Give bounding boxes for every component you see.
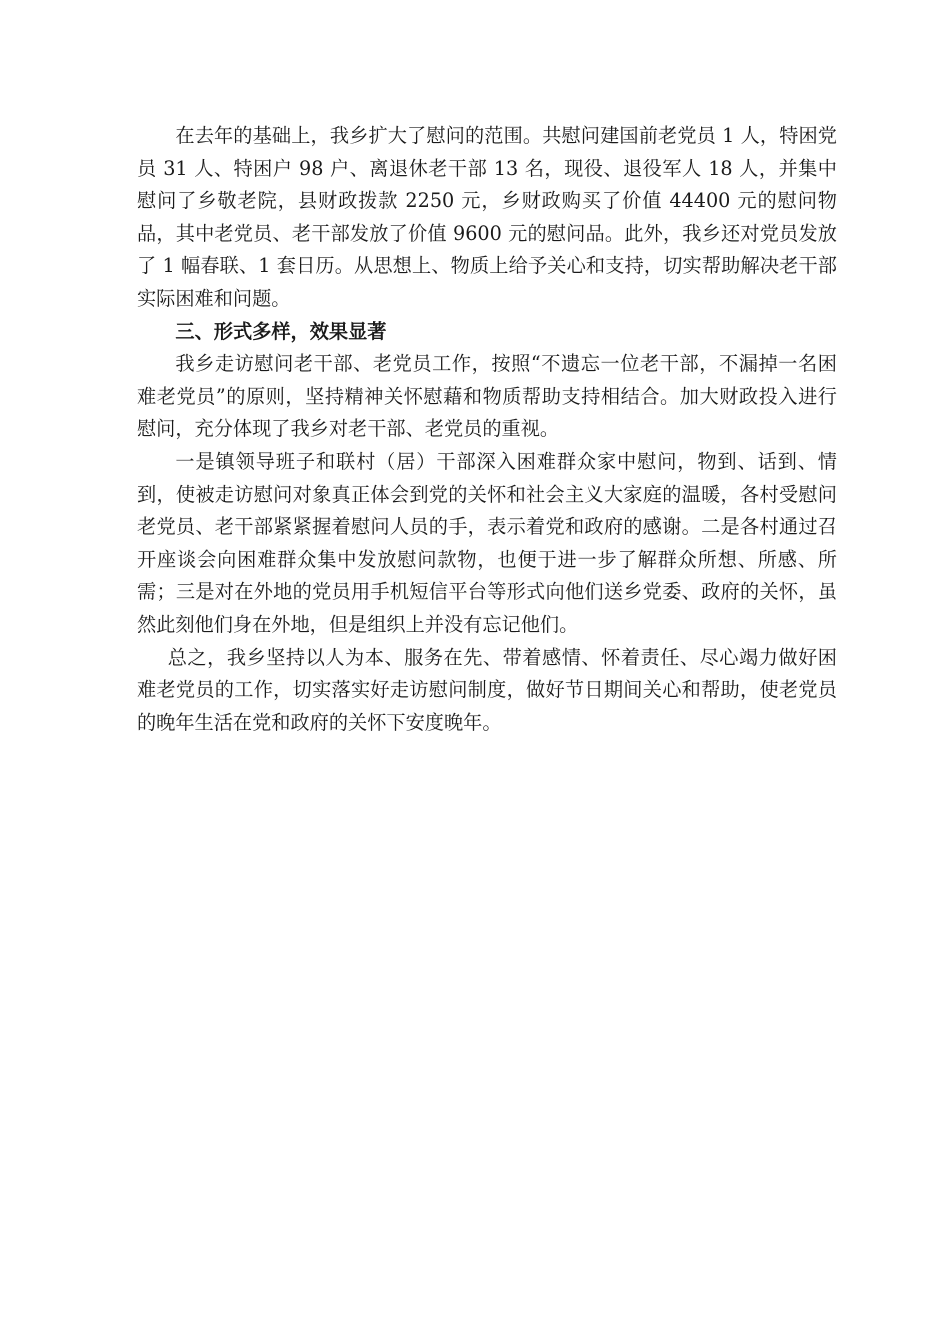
paragraph-principle: 我乡走访慰问老干部、老党员工作，按照“不遗忘一位老干部，不漏掉一名困难老党员”的原则，坚持精神关怀慰藉和物质帮助支持相结合。加大财政投入进行慰问，充分体现了我乡对老干部、老党员的重视。 — [137, 352, 837, 441]
paragraph-scope-expansion: 在去年的基础上，我乡扩大了慰问的范围。共慰问建国前老党员 1 人，特困党员 31 人、特困户 98 户、离退休老干部 13 名，现役、退役军人 18 人，并集中慰问了乡敬老院，县财政拨款 2250 元，乡财政购买了价值 44400 元的慰问物品，其中老党员、老干部发放了价值 9600 元的慰问品。此外，我乡还对党员发放了 1 幅春联、1 套日历。从思想上、物质上给予关心和支持，切实帮助解决老干部实际困难和问题。 — [137, 124, 837, 310]
paragraph-conclusion: 总之，我乡坚持以人为本、服务在先、带着感情、怀着责任、尽心竭力做好困难老党员的工作，切实落实好走访慰问制度，做好节日期间关心和帮助，使老党员的晚年生活在党和政府的关怀下安度晚年。 — [137, 645, 837, 734]
document-body — [137, 120, 837, 739]
paragraph-measures: 一是镇领导班子和联村（居）干部深入困难群众家中慰问，物到、话到、情到，使被走访慰问对象真正体会到党的关怀和社会主义大家庭的温暖，各村受慰问老党员、老干部紧紧握着慰问人员的手，表示着党和政府的感谢。二是各村通过召开座谈会向困难群众集中发放慰问款物，也便于进一步了解群众所想、所感、所需；三是对在外地的党员用手机短信平台等形式向他们送乡党委、政府的关怀，虽然此刻他们身在外地，但是组织上并没有忘记他们。 — [137, 449, 837, 636]
section-heading-three: 三、形式多样，效果显著 — [175, 319, 387, 343]
